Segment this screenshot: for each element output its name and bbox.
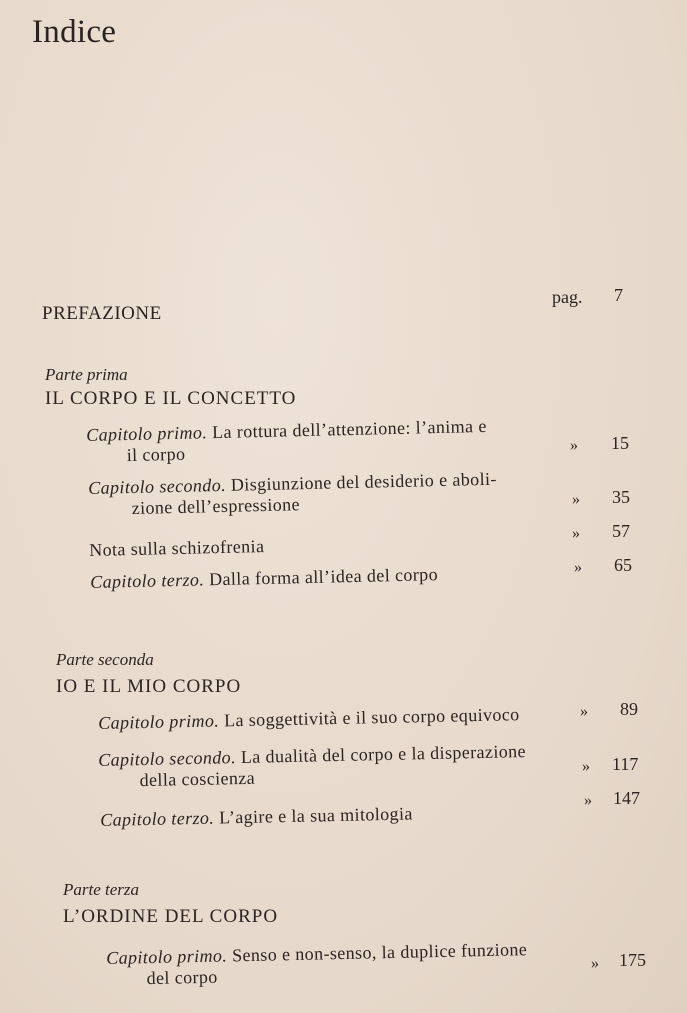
page-number: 57 [612,521,630,541]
part-title: IO E IL MIO CORPO [56,676,242,697]
ditto-mark: » [572,525,580,542]
page-number: 175 [619,950,646,970]
chapter-label: Capitolo secondo. [98,747,237,770]
chapter-title: Dalla forma all’idea del corpo [208,564,439,590]
toc-entry [106,939,528,990]
part-title: IL CORPO E IL CONCETTO [45,388,297,409]
preface-page-number: 7 [614,285,623,305]
ditto-mark: » [584,792,592,809]
chapter-label: Capitolo primo. [106,945,228,968]
chapter-label: Capitolo terzo. [100,807,215,830]
page-number: 89 [620,699,638,719]
toc-entry [98,741,527,792]
chapter-label: Capitolo secondo. [88,474,227,498]
chapter-label: Capitolo primo. [98,710,220,733]
chapter-title-continuation: il corpo [126,443,186,466]
ditto-mark: » [580,703,588,720]
toc-entry [89,536,265,561]
chapter-title: Disgiunzione del desiderio e aboli- [230,468,497,495]
chapter-title: L’agire e la sua mitologia [218,803,413,828]
chapter-title: La soggettività e il suo corpo equivoco [223,704,520,731]
toc-entry [90,564,438,593]
page-title: Indice [32,14,117,50]
ditto-mark: » [591,955,599,972]
page-number: 65 [614,555,632,575]
toc-entry [98,704,520,734]
page-number: 15 [611,433,629,453]
chapter-title: La rottura dell’attenzione: l’anima e [211,415,487,443]
ditto-mark: » [570,437,578,454]
chapter-title-continuation: della coscienza [139,767,256,791]
page-number: 147 [613,788,640,808]
part-title: L’ORDINE DEL CORPO [63,906,279,927]
toc-entry [100,803,413,831]
toc-entry [86,416,487,467]
toc-entry [88,469,497,520]
part-label: Parte prima [45,365,128,384]
chapter-title: La dualità del corpo e la disperazione [240,741,527,768]
chapter-title: Senso e non-senso, la duplice funzione [231,939,528,966]
chapter-label: Capitolo primo. [86,422,208,445]
page-number: 35 [612,487,630,507]
page-column-label: pag. [552,287,583,307]
ditto-mark: » [572,491,580,508]
part-label: Parte seconda [56,650,154,669]
page-number: 117 [612,754,639,774]
chapter-label: Capitolo terzo. [90,569,205,592]
chapter-title: Nota sulla schizofrenia [89,536,265,560]
ditto-mark: » [574,559,582,576]
chapter-title-continuation: del corpo [146,966,218,989]
part-label: Parte terza [63,880,140,899]
preface-entry: PREFAZIONE [42,303,162,324]
chapter-title-continuation: zione dell’espressione [131,494,301,519]
ditto-mark: » [582,758,590,775]
